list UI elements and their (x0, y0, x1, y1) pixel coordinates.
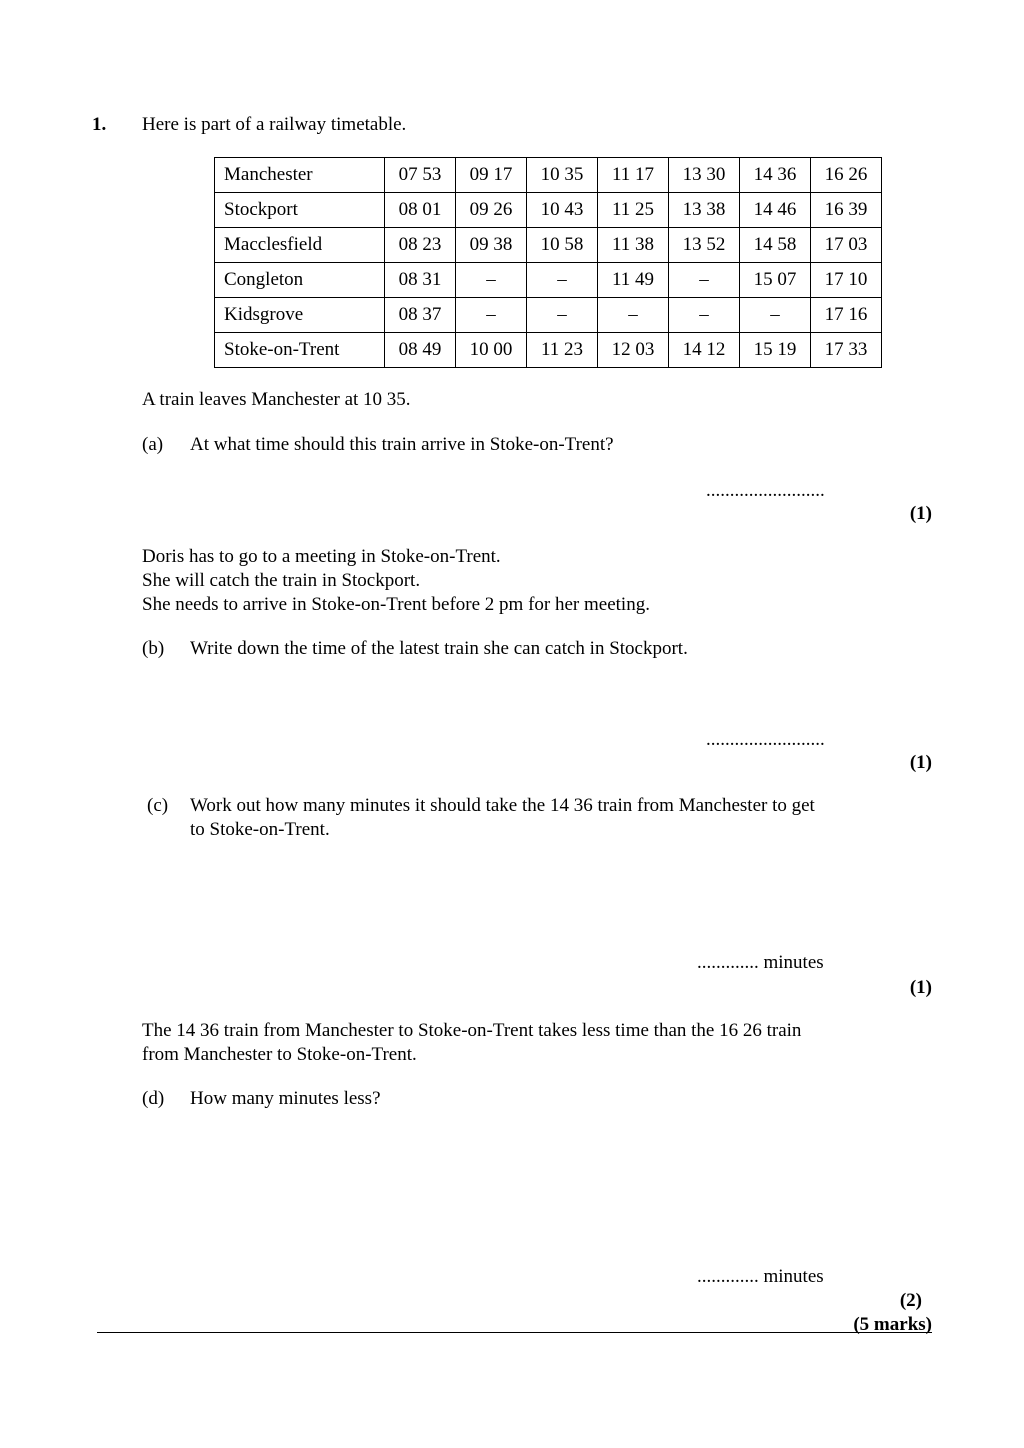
timetable-station: Macclesfield (215, 228, 385, 263)
timetable-time: – (669, 298, 740, 333)
timetable-row (215, 228, 882, 263)
timetable-time: 12 03 (598, 333, 669, 368)
timetable-time: 09 17 (456, 158, 527, 193)
timetable-time: 17 03 (811, 228, 882, 263)
part-a-marks: (1) (909, 503, 932, 524)
timetable-time: 10 00 (456, 333, 527, 368)
part-c-answer-line[interactable]: ............. minutes (697, 952, 824, 973)
part-d-label: (d) (142, 1088, 165, 1109)
stem-d-line-1: The 14 36 train from Manchester to Stoke-on-Trent takes less time than the 16 26 train (142, 1020, 802, 1041)
stem-b-line-3: She needs to arrive in Stoke-on-Trent before 2 pm for her meeting. (142, 594, 650, 615)
timetable-time: 08 49 (385, 333, 456, 368)
timetable-station: Congleton (215, 263, 385, 298)
bottom-rule (97, 1332, 932, 1333)
timetable-time: 07 53 (385, 158, 456, 193)
timetable-station: Stoke-on-Trent (215, 333, 385, 368)
stem-b-line-2: She will catch the train in Stockport. (142, 570, 421, 591)
part-a-text: At what time should this train arrive in Stoke-on-Trent? (190, 434, 614, 455)
timetable-time: 08 01 (385, 193, 456, 228)
timetable-time: 08 31 (385, 263, 456, 298)
timetable-station: Kidsgrove (215, 298, 385, 333)
part-b-text: Write down the time of the latest train she can catch in Stockport. (190, 638, 688, 659)
timetable-time: 14 46 (740, 193, 811, 228)
timetable-time: 10 58 (527, 228, 598, 263)
timetable-time: 11 25 (598, 193, 669, 228)
timetable-time: 16 26 (811, 158, 882, 193)
timetable-time: 17 33 (811, 333, 882, 368)
timetable-time: 16 39 (811, 193, 882, 228)
timetable-time: 14 36 (740, 158, 811, 193)
timetable-time: 11 17 (598, 158, 669, 193)
timetable-time: 09 26 (456, 193, 527, 228)
timetable-time: – (598, 298, 669, 333)
timetable-time: 10 35 (527, 158, 598, 193)
timetable-time: 11 49 (598, 263, 669, 298)
timetable-time: – (456, 298, 527, 333)
timetable-time: 08 37 (385, 298, 456, 333)
timetable-time: 14 12 (669, 333, 740, 368)
timetable-time: – (527, 298, 598, 333)
part-c-label: (c) (147, 795, 169, 816)
question-intro: Here is part of a railway timetable. (142, 114, 407, 135)
railway-timetable (214, 157, 882, 368)
stem-b-line-1: Doris has to go to a meeting in Stoke-on-Trent. (142, 546, 501, 567)
part-d-answer-line[interactable]: ............. minutes (697, 1266, 824, 1287)
timetable-row (215, 158, 882, 193)
timetable-time: – (456, 263, 527, 298)
timetable-time: 08 23 (385, 228, 456, 263)
question-number: 1. (92, 114, 107, 135)
timetable-row (215, 193, 882, 228)
stem-a: A train leaves Manchester at 10 35. (142, 389, 411, 410)
part-c-text-line-2: to Stoke-on-Trent. (190, 819, 330, 840)
timetable-time: 10 43 (527, 193, 598, 228)
total-marks: (5 marks) (853, 1314, 932, 1335)
part-b-marks: (1) (909, 752, 932, 773)
timetable-time: 13 52 (669, 228, 740, 263)
timetable-time: 14 58 (740, 228, 811, 263)
timetable-row (215, 298, 882, 333)
part-a-answer-line[interactable]: ......................... (706, 480, 825, 501)
timetable-time: 09 38 (456, 228, 527, 263)
part-d-marks: (2) (899, 1290, 922, 1311)
timetable-time: 15 07 (740, 263, 811, 298)
timetable-time: 11 38 (598, 228, 669, 263)
stem-d-line-2: from Manchester to Stoke-on-Trent. (142, 1044, 417, 1065)
timetable-time: 17 16 (811, 298, 882, 333)
part-a-label: (a) (142, 434, 164, 455)
timetable-time: – (527, 263, 598, 298)
part-c-text-line-1: Work out how many minutes it should take the 14 36 train from Manchester to get (190, 795, 815, 816)
timetable-time: 17 10 (811, 263, 882, 298)
timetable-time: – (669, 263, 740, 298)
timetable-row (215, 263, 882, 298)
part-b-label: (b) (142, 638, 165, 659)
part-d-text: How many minutes less? (190, 1088, 381, 1109)
part-b-answer-line[interactable]: ......................... (706, 729, 825, 750)
timetable-row (215, 333, 882, 368)
timetable-time: 13 38 (669, 193, 740, 228)
timetable-time: – (740, 298, 811, 333)
timetable-station: Manchester (215, 158, 385, 193)
part-c-marks: (1) (909, 977, 932, 998)
timetable-time: 11 23 (527, 333, 598, 368)
timetable-station: Stockport (215, 193, 385, 228)
timetable-time: 15 19 (740, 333, 811, 368)
timetable-time: 13 30 (669, 158, 740, 193)
